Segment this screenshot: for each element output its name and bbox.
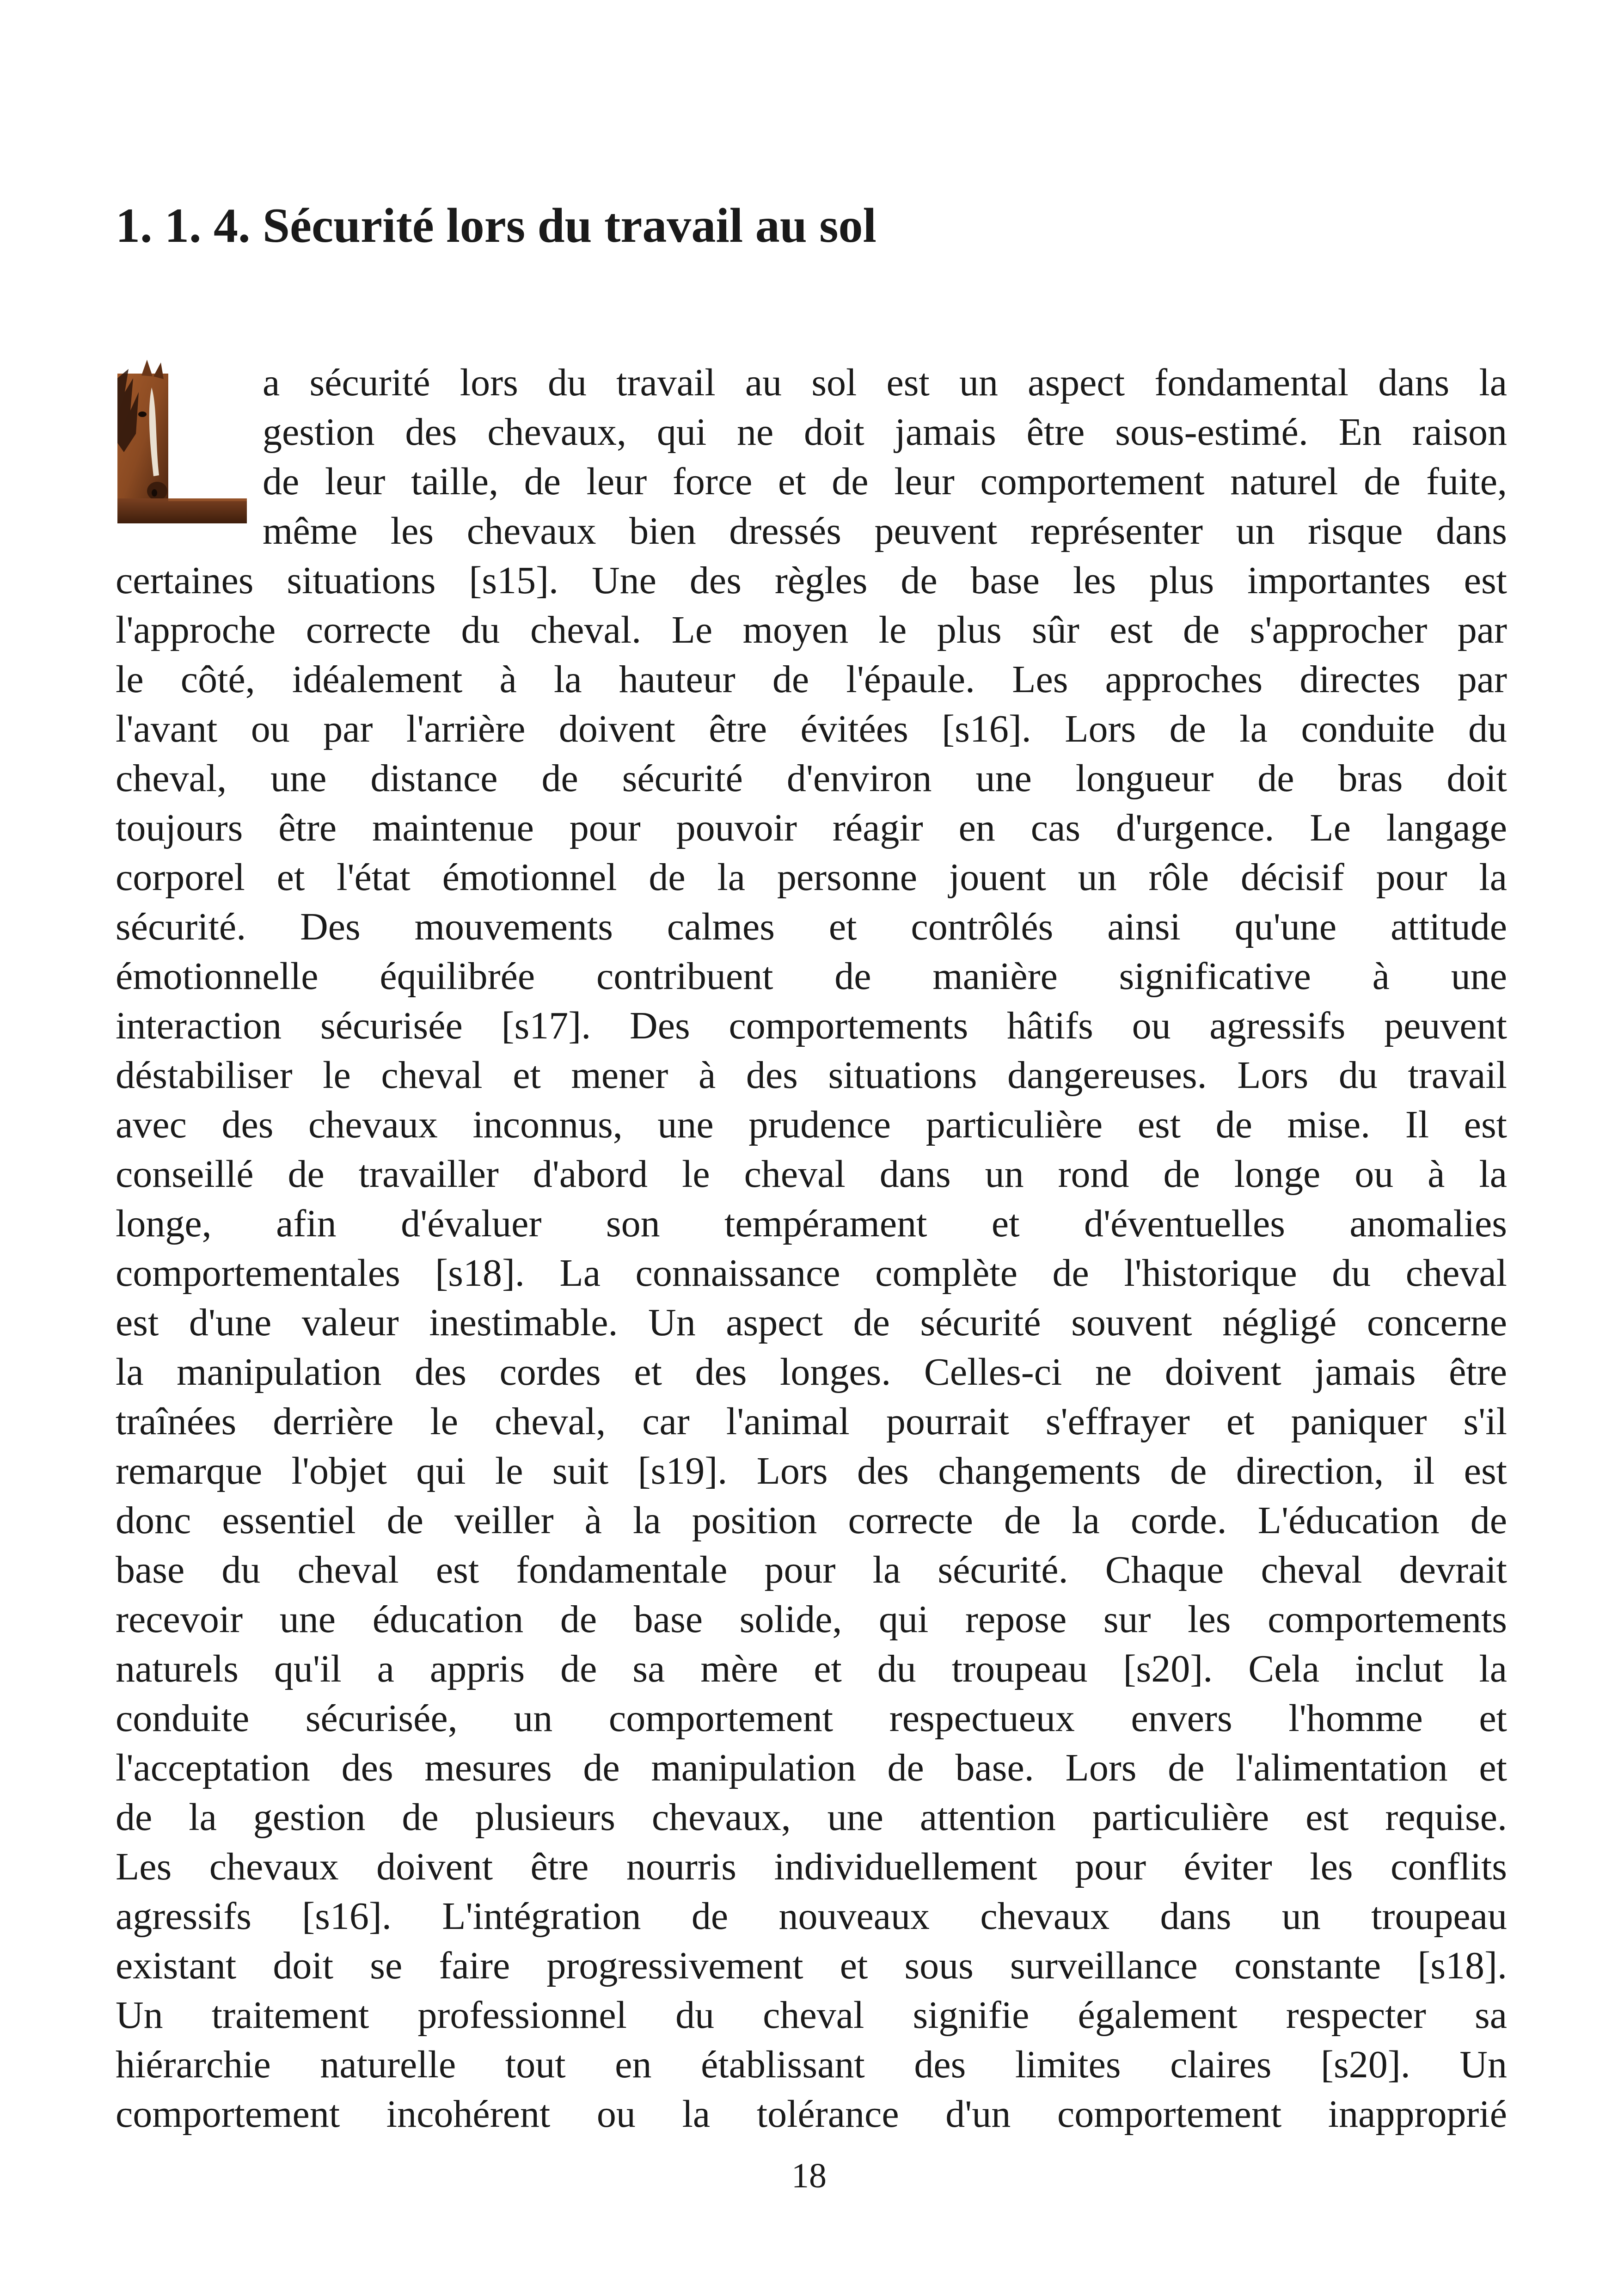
text-line: gestion des chevaux, qui ne doit jamais être sous-estimé. En raison (263, 411, 1507, 454)
text-line: l'avant ou par l'arrière doivent être évitées [s16]. Lors de la conduite du (116, 707, 1507, 750)
text-line: Un traitement professionnel du cheval signifie également respecter sa (116, 1994, 1507, 2037)
text-line: même les chevaux bien dressés peuvent représenter un risque dans (263, 510, 1507, 553)
text-line: traînées derrière le cheval, car l'animal pourrait s'effrayer et paniquer s'il (116, 1400, 1507, 1443)
text-line: est d'une valeur inestimable. Un aspect de sécurité souvent négligé concerne (116, 1301, 1507, 1344)
text-line: déstabiliser le cheval et mener à des situations dangereuses. Lors du travail (116, 1054, 1507, 1097)
text-line: corporel et l'état émotionnel de la personne jouent un rôle décisif pour la (116, 856, 1507, 899)
text-line: conseillé de travailler d'abord le cheval dans un rond de longe ou à la (116, 1153, 1507, 1196)
text-line: recevoir une éducation de base solide, qui repose sur les comportements (116, 1598, 1507, 1641)
text-line: remarque l'objet qui le suit [s19]. Lors des changements de direction, il est (116, 1449, 1507, 1492)
text-line: hiérarchie naturelle tout en établissant des limites claires [s20]. Un (116, 2043, 1507, 2086)
text-line: certaines situations [s15]. Une des règles de base les plus importantes est (116, 559, 1507, 602)
text-line: la manipulation des cordes et des longes. Celles-ci ne doivent jamais être (116, 1351, 1507, 1394)
text-line: avec des chevaux inconnus, une prudence particulière est de mise. Il est (116, 1103, 1507, 1146)
text-line: existant doit se faire progressivement et sous surveillance constante [s18]. (116, 1944, 1507, 1987)
text-line: comportementales [s18]. La connaissance complète de l'historique du cheval (116, 1252, 1507, 1295)
text-line: comportement incohérent ou la tolérance d'un comportement inapproprié (116, 2093, 1507, 2136)
section-heading: 1. 1. 4. Sécurité lors du travail au sol (116, 198, 876, 252)
page-number: 18 (791, 2156, 827, 2195)
text-line: toujours être maintenue pour pouvoir réagir en cas d'urgence. Le langage (116, 806, 1507, 849)
text-line: donc essentiel de veiller à la position correcte de la corde. L'éducation de (116, 1499, 1507, 1542)
text-line: sécurité. Des mouvements calmes et contrôlés ainsi qu'une attitude (116, 905, 1507, 948)
body-paragraph (116, 358, 1507, 2138)
text-line: base du cheval est fondamentale pour la sécurité. Chaque cheval devrait (116, 1548, 1507, 1591)
text-line: agressifs [s16]. L'intégration de nouveaux chevaux dans un troupeau (116, 1895, 1507, 1938)
text-line: l'acceptation des mesures de manipulation de base. Lors de l'alimentation et (116, 1746, 1507, 1789)
text-line: naturels qu'il a appris de sa mère et du troupeau [s20]. Cela inclut la (116, 1647, 1507, 1690)
text-line: cheval, une distance de sécurité d'environ une longueur de bras doit (116, 757, 1507, 800)
text-line: conduite sécurisée, un comportement respectueux envers l'homme et (116, 1697, 1507, 1740)
text-line: longe, afin d'évaluer son tempérament et d'éventuelles anomalies (116, 1202, 1507, 1245)
text-line: interaction sécurisée [s17]. Des comportements hâtifs ou agressifs peuvent (116, 1004, 1507, 1047)
text-line: Les chevaux doivent être nourris individuellement pour éviter les conflits (116, 1845, 1507, 1888)
text-line: émotionnelle équilibrée contribuent de manière significative à une (116, 955, 1507, 998)
text-line: de la gestion de plusieurs chevaux, une attention particulière est requise. (116, 1796, 1507, 1839)
text-line: l'approche correcte du cheval. Le moyen le plus sûr est de s'approcher par (116, 608, 1507, 651)
text-line: de leur taille, de leur force et de leur comportement naturel de fuite, (263, 460, 1507, 503)
text-line: le côté, idéalement à la hauteur de l'épaule. Les approches directes par (116, 658, 1507, 701)
text-line: a sécurité lors du travail au sol est un aspect fondamental dans la (263, 361, 1507, 404)
